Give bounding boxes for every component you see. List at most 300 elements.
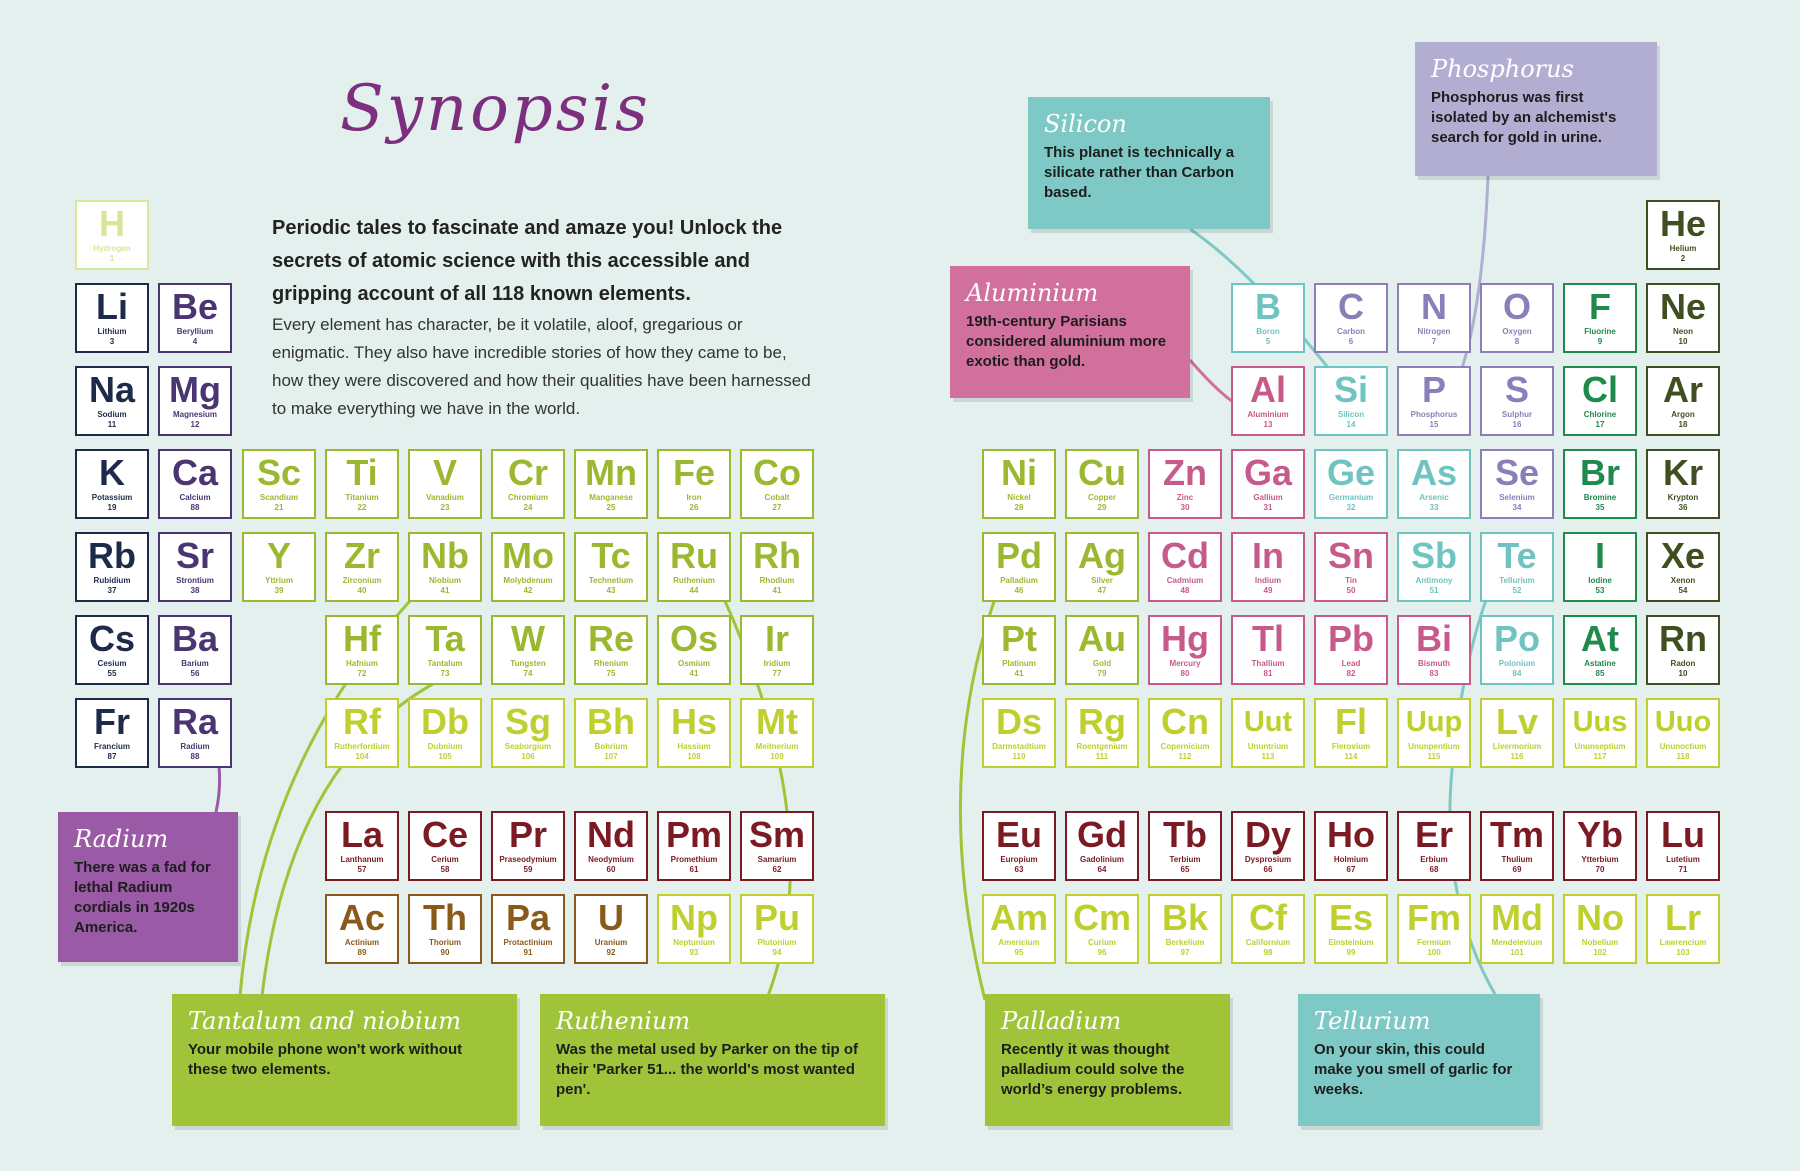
element-name: Dubnium <box>427 742 463 751</box>
element-number: 13 <box>1263 420 1273 429</box>
element-number: 28 <box>1014 503 1024 512</box>
element-name: Krypton <box>1667 493 1699 502</box>
element-number: 107 <box>604 752 618 761</box>
element-symbol: W <box>511 618 545 659</box>
note-tellurium <box>1298 994 1540 1126</box>
element-number: 60 <box>606 865 616 874</box>
element-name: Chlorine <box>1583 410 1617 419</box>
element-number: 93 <box>689 948 699 957</box>
element-name: Cadmium <box>1166 576 1204 585</box>
element-name: Yttrium <box>265 576 293 585</box>
element-number: 84 <box>1512 669 1522 678</box>
element-strontium <box>158 532 232 602</box>
element-number: 74 <box>523 669 533 678</box>
element-name: Boron <box>1256 327 1280 336</box>
element-osmium <box>657 615 731 685</box>
element-number: 23 <box>440 503 450 512</box>
element-symbol: Lu <box>1661 814 1705 855</box>
element-symbol: Cf <box>1249 897 1287 938</box>
element-name: Barium <box>181 659 209 668</box>
element-cobalt <box>740 449 814 519</box>
intro-lead: Periodic tales to fascinate and amaze you! Unlock the secrets of atomic science with this accessible and gripping account of all 118 known elements. <box>272 217 783 305</box>
element-name: Mendelevium <box>1491 938 1543 947</box>
element-lithium <box>75 283 149 353</box>
element-chlorine <box>1563 366 1637 436</box>
element-titanium <box>325 449 399 519</box>
element-number: 22 <box>357 503 367 512</box>
element-curium <box>1065 894 1139 964</box>
element-symbol: Yb <box>1576 814 1623 855</box>
element-number: 14 <box>1346 420 1356 429</box>
element-name: Hydrogen <box>93 244 131 253</box>
element-zirconium <box>325 532 399 602</box>
element-name: Nitrogen <box>1417 327 1451 336</box>
element-name: Silicon <box>1337 410 1365 419</box>
element-number: 41 <box>772 586 782 595</box>
note-title: Tellurium <box>1314 1007 1431 1035</box>
element-name: Seaborgium <box>504 742 552 751</box>
element-argon <box>1646 366 1720 436</box>
element-bromine <box>1563 449 1637 519</box>
element-number: 112 <box>1178 752 1192 761</box>
element-xenon <box>1646 532 1720 602</box>
element-symbol: No <box>1576 897 1624 938</box>
element-number: 105 <box>438 752 452 761</box>
element-symbol: Ds <box>995 701 1043 742</box>
element-number: 34 <box>1512 503 1522 512</box>
element-rutherfordium <box>325 698 399 768</box>
element-number: 92 <box>606 948 616 957</box>
element-number: 88 <box>190 503 200 512</box>
element-symbol: Rn <box>1659 618 1707 659</box>
element-symbol: Ni <box>1001 452 1037 493</box>
element-helium <box>1646 200 1720 270</box>
note-tantalum <box>172 994 517 1126</box>
element-name: Tantalum <box>427 659 463 668</box>
element-technetium <box>574 532 648 602</box>
element-symbol: He <box>1659 203 1707 244</box>
element-name: Argon <box>1671 410 1695 419</box>
element-number: 44 <box>689 586 699 595</box>
element-number: 9 <box>1597 337 1603 346</box>
element-number: 15 <box>1429 420 1439 429</box>
element-number: 41 <box>1014 669 1024 678</box>
element-symbol: Eu <box>995 814 1042 855</box>
element-ununseptium <box>1563 698 1637 768</box>
element-number: 81 <box>1263 669 1273 678</box>
element-name: Indium <box>1254 576 1282 585</box>
element-name: Phosphorus <box>1410 410 1458 419</box>
element-symbol: Cn <box>1161 701 1209 742</box>
element-neodymium <box>574 811 648 881</box>
element-name: Calcium <box>179 493 211 502</box>
element-symbol: C <box>1338 286 1364 327</box>
element-tellurium <box>1480 532 1554 602</box>
element-symbol: Ac <box>338 897 386 938</box>
element-symbol: B <box>1255 286 1281 327</box>
element-name: Fluorine <box>1584 327 1616 336</box>
element-name: Tin <box>1345 576 1357 585</box>
element-ununtrium <box>1231 698 1305 768</box>
element-krypton <box>1646 449 1720 519</box>
element-number: 7 <box>1431 337 1437 346</box>
element-symbol: Fr <box>94 701 130 742</box>
element-symbol: Fe <box>672 452 715 493</box>
element-symbol: Bi <box>1416 618 1452 659</box>
element-name: Thulium <box>1501 855 1533 864</box>
element-name: Ununoctium <box>1659 742 1707 751</box>
element-cesium <box>75 615 149 685</box>
element-name: Rubidium <box>93 576 131 585</box>
element-symbol: Te <box>1497 535 1537 576</box>
note-body: Recently it was thought palladium could solve the world’s energy problems. <box>1001 1041 1185 1098</box>
element-number: 75 <box>606 669 616 678</box>
element-symbol: Re <box>587 618 635 659</box>
element-name: Actinium <box>344 938 380 947</box>
element-carbon <box>1314 283 1388 353</box>
element-arsenic <box>1397 449 1471 519</box>
element-number: 64 <box>1097 865 1107 874</box>
element-rhenium <box>574 615 648 685</box>
element-berkelium <box>1148 894 1222 964</box>
element-sulphur <box>1480 366 1554 436</box>
element-number: 116 <box>1510 752 1524 761</box>
element-name: Magnesium <box>172 410 217 419</box>
element-iridium <box>740 615 814 685</box>
element-platinum <box>982 615 1056 685</box>
element-number: 96 <box>1097 948 1107 957</box>
element-number: 29 <box>1097 503 1107 512</box>
element-name: Holmium <box>1333 855 1369 864</box>
element-name: Iodine <box>1588 576 1612 585</box>
element-name: Ununpentium <box>1408 742 1460 751</box>
element-darmstadtium <box>982 698 1056 768</box>
element-cadmium <box>1148 532 1222 602</box>
element-symbol: Hf <box>343 618 381 659</box>
element-name: Francium <box>93 742 130 751</box>
element-symbol: Ce <box>421 814 469 855</box>
element-promethium <box>657 811 731 881</box>
intro-text <box>272 212 812 423</box>
element-name: Sulphur <box>1501 410 1533 419</box>
element-number: 27 <box>772 503 782 512</box>
element-symbol: Uup <box>1405 706 1463 738</box>
element-number: 26 <box>689 503 699 512</box>
element-dubnium <box>408 698 482 768</box>
element-number: 46 <box>1014 586 1024 595</box>
element-symbol: Co <box>753 452 801 493</box>
element-symbol: O <box>1502 286 1531 327</box>
element-name: Iron <box>686 493 702 502</box>
element-iron <box>657 449 731 519</box>
element-name: Lanthanum <box>340 855 384 864</box>
element-number: 53 <box>1595 586 1605 595</box>
element-number: 11 <box>107 420 117 429</box>
element-name: Nobelium <box>1581 938 1619 947</box>
element-antimony <box>1397 532 1471 602</box>
element-symbol: U <box>598 897 624 938</box>
element-symbol: At <box>1581 618 1619 659</box>
element-flerovium <box>1314 698 1388 768</box>
element-name: Erbium <box>1420 855 1448 864</box>
element-number: 24 <box>523 503 533 512</box>
element-name: Rutherfordium <box>334 742 390 751</box>
element-symbol: Am <box>989 897 1048 938</box>
element-symbol: Ge <box>1326 452 1376 493</box>
element-beryllium <box>158 283 232 353</box>
element-symbol: Li <box>96 286 128 327</box>
element-symbol: Rh <box>753 535 801 576</box>
element-name: Iridium <box>763 659 791 668</box>
element-thorium <box>408 894 482 964</box>
element-barium <box>158 615 232 685</box>
element-symbol: Mn <box>585 452 637 493</box>
element-name: Einsteinium <box>1328 938 1374 947</box>
element-name: Osmium <box>677 659 710 668</box>
page-title: Synopsis <box>340 72 651 146</box>
element-number: 61 <box>689 865 699 874</box>
element-number: 88 <box>190 752 200 761</box>
element-number: 52 <box>1512 586 1522 595</box>
element-number: 115 <box>1427 752 1441 761</box>
element-name: Gallium <box>1253 493 1283 502</box>
element-name: Aluminium <box>1247 410 1289 419</box>
element-calcium <box>158 449 232 519</box>
element-number: 33 <box>1429 503 1439 512</box>
element-name: Neon <box>1673 327 1693 336</box>
element-symbol: Sg <box>504 701 551 742</box>
element-number: 16 <box>1512 420 1522 429</box>
element-symbol: Cu <box>1078 452 1126 493</box>
element-livermorium <box>1480 698 1554 768</box>
element-nitrogen <box>1397 283 1471 353</box>
element-californium <box>1231 894 1305 964</box>
element-name: Hafnium <box>346 659 378 668</box>
element-symbol: Xe <box>1660 535 1706 576</box>
element-scandium <box>242 449 316 519</box>
element-number: 95 <box>1014 948 1024 957</box>
element-symbol: Sb <box>1410 535 1457 576</box>
element-nickel <box>982 449 1056 519</box>
note-body: On your skin, this could make you smell of garlic for weeks. <box>1314 1041 1513 1098</box>
element-symbol: Ar <box>1662 369 1703 410</box>
element-name: Lutetium <box>1666 855 1700 864</box>
element-gold <box>1065 615 1139 685</box>
element-indium <box>1231 532 1305 602</box>
element-lutetium <box>1646 811 1720 881</box>
element-bohrium <box>574 698 648 768</box>
element-thulium <box>1480 811 1554 881</box>
element-name: Protactinium <box>503 938 553 947</box>
element-number: 54 <box>1678 586 1688 595</box>
element-yttrium <box>242 532 316 602</box>
element-manganese <box>574 449 648 519</box>
element-symbol: Pb <box>1327 618 1374 659</box>
element-symbol: Hg <box>1161 618 1209 659</box>
element-name: Lawrencium <box>1659 938 1707 947</box>
element-lead <box>1314 615 1388 685</box>
element-symbol: Y <box>266 535 291 576</box>
element-symbol: Pu <box>753 897 800 938</box>
element-number: 100 <box>1427 948 1441 957</box>
element-germanium <box>1314 449 1388 519</box>
element-erbium <box>1397 811 1471 881</box>
element-symbol: Tb <box>1163 814 1207 855</box>
element-symbol: Uuo <box>1654 706 1712 738</box>
note-radium <box>58 812 238 962</box>
element-number: 106 <box>521 752 535 761</box>
element-selenium <box>1480 449 1554 519</box>
element-name: Dysprosium <box>1244 855 1292 864</box>
element-name: Nickel <box>1007 493 1031 502</box>
element-symbol: Uus <box>1572 706 1628 738</box>
element-number: 47 <box>1097 586 1107 595</box>
element-name: Uranium <box>594 938 628 947</box>
element-symbol: Tc <box>591 535 631 576</box>
element-name: Ytterbium <box>1581 855 1619 864</box>
element-name: Thorium <box>429 938 461 947</box>
element-gadolinium <box>1065 811 1139 881</box>
element-ununoctium <box>1646 698 1720 768</box>
element-symbol: Np <box>670 897 718 938</box>
element-symbol: F <box>1589 286 1611 327</box>
element-chromium <box>491 449 565 519</box>
element-name: Thallium <box>1251 659 1285 668</box>
element-name: Cobalt <box>764 493 790 502</box>
element-name: Meitnerium <box>755 742 799 751</box>
element-name: Antimony <box>1415 576 1453 585</box>
element-name: Bismuth <box>1418 659 1450 668</box>
element-magnesium <box>158 366 232 436</box>
element-number: 108 <box>687 752 701 761</box>
element-name: Mercury <box>1169 659 1201 668</box>
note-ruthenium <box>540 994 885 1126</box>
element-number: 49 <box>1263 586 1273 595</box>
element-thallium <box>1231 615 1305 685</box>
note-body: Phosphorus was first isolated by an alchemist's search for gold in urine. <box>1431 89 1617 146</box>
element-symbol: Lv <box>1495 701 1538 742</box>
element-vanadium <box>408 449 482 519</box>
element-number: 25 <box>606 503 616 512</box>
note-body: This planet is technically a silicate rather than Carbon based. <box>1044 144 1235 201</box>
element-symbol: Ag <box>1078 535 1126 576</box>
element-symbol: Po <box>1493 618 1540 659</box>
element-symbol: Tl <box>1252 618 1284 659</box>
element-name: Zinc <box>1176 493 1194 502</box>
element-symbol: P <box>1421 369 1446 410</box>
element-symbol: Sr <box>175 535 215 576</box>
element-number: 8 <box>1514 337 1520 346</box>
element-symbol: Hs <box>670 701 718 742</box>
element-symbol: Cl <box>1582 369 1618 410</box>
element-number: 59 <box>523 865 533 874</box>
element-name: Americium <box>998 938 1040 947</box>
element-symbol: Ba <box>171 618 219 659</box>
element-name: Ruthenium <box>673 576 715 585</box>
element-symbol: Os <box>669 618 719 659</box>
element-symbol: Rg <box>1078 701 1126 742</box>
element-name: Selenium <box>1499 493 1535 502</box>
note-title: Radium <box>74 825 169 853</box>
note-title: Phosphorus <box>1431 55 1574 83</box>
element-name: Beryllium <box>176 327 214 336</box>
element-number: 109 <box>770 752 784 761</box>
element-name: Gold <box>1092 659 1112 668</box>
element-name: Niobium <box>429 576 461 585</box>
element-symbol: Lr <box>1665 897 1701 938</box>
element-symbol: N <box>1421 286 1447 327</box>
element-symbol: Mt <box>756 701 798 742</box>
element-number: 85 <box>1595 669 1605 678</box>
element-number: 1 <box>109 254 115 263</box>
element-name: Potassium <box>91 493 133 502</box>
element-number: 101 <box>1510 948 1524 957</box>
element-name: Radium <box>180 742 210 751</box>
element-symbol: K <box>99 452 125 493</box>
element-number: 102 <box>1593 948 1607 957</box>
element-number: 6 <box>1348 337 1354 346</box>
element-number: 103 <box>1676 948 1690 957</box>
element-number: 110 <box>1012 752 1026 761</box>
element-rubidium <box>75 532 149 602</box>
element-number: 118 <box>1676 752 1690 761</box>
element-name: Germanium <box>1328 493 1374 502</box>
element-number: 66 <box>1263 865 1273 874</box>
element-ytterbium <box>1563 811 1637 881</box>
element-name: Darmstadtium <box>992 742 1046 751</box>
element-symbol: Cd <box>1161 535 1209 576</box>
element-number: 80 <box>1180 669 1190 678</box>
note-body: Was the metal used by Parker on the tip of their 'Parker 51... the world's most wanted pen'. <box>556 1041 859 1098</box>
element-name: Molybdenum <box>503 576 553 585</box>
element-name: Scandium <box>259 493 299 502</box>
element-name: Zirconium <box>342 576 382 585</box>
element-name: Rhodium <box>759 576 795 585</box>
element-number: 55 <box>107 669 117 678</box>
element-number: 43 <box>606 586 616 595</box>
element-number: 19 <box>107 503 117 512</box>
element-number: 72 <box>357 669 367 678</box>
element-actinium <box>325 894 399 964</box>
element-molybdenum <box>491 532 565 602</box>
element-hafnium <box>325 615 399 685</box>
element-number: 30 <box>1180 503 1190 512</box>
element-symbol: V <box>432 452 457 493</box>
element-number: 113 <box>1261 752 1275 761</box>
element-symbol: Rf <box>343 701 381 742</box>
element-mercury <box>1148 615 1222 685</box>
element-number: 21 <box>274 503 284 512</box>
element-praseodymium <box>491 811 565 881</box>
element-name: Roentgenium <box>1076 742 1128 751</box>
element-name: Californium <box>1245 938 1291 947</box>
element-number: 114 <box>1344 752 1358 761</box>
element-number: 67 <box>1346 865 1356 874</box>
element-symbol: Zn <box>1163 452 1207 493</box>
element-name: Platinum <box>1002 659 1036 668</box>
element-number: 57 <box>357 865 367 874</box>
element-symbol: Ta <box>425 618 465 659</box>
element-lawrencium <box>1646 894 1720 964</box>
element-name: Berkelium <box>1165 938 1205 947</box>
element-tin <box>1314 532 1388 602</box>
element-symbol: Pa <box>505 897 551 938</box>
element-number: 3 <box>109 337 115 346</box>
element-copper <box>1065 449 1139 519</box>
element-name: Samarium <box>757 855 797 864</box>
element-number: 48 <box>1180 586 1190 595</box>
element-name: Cerium <box>431 855 459 864</box>
